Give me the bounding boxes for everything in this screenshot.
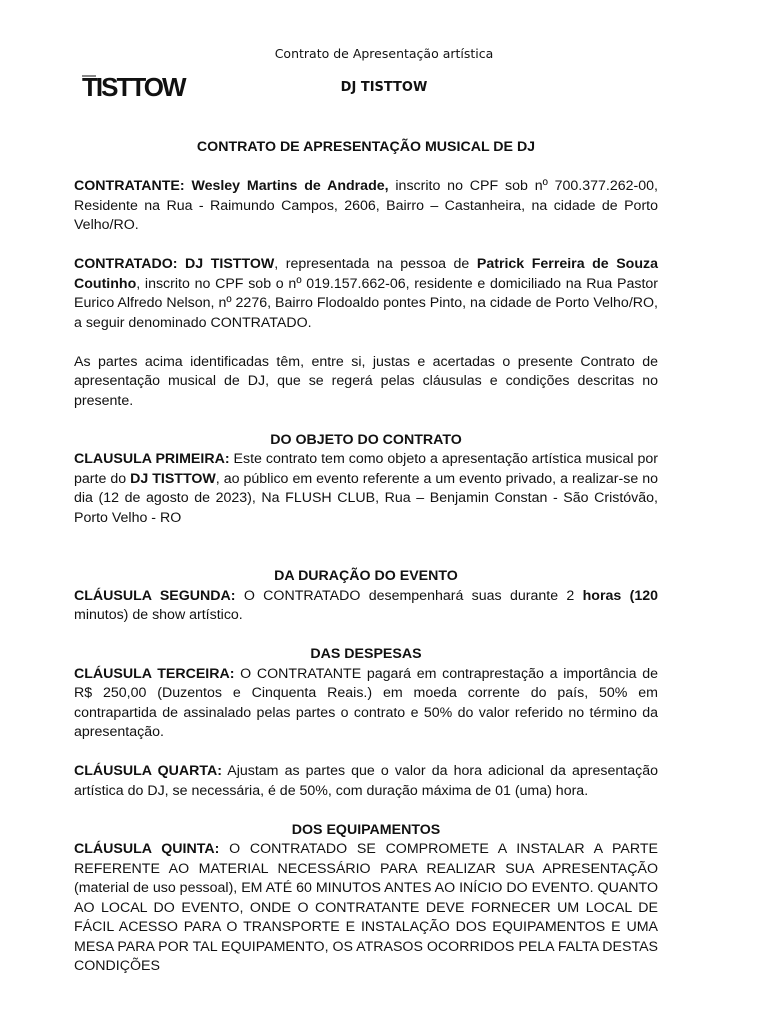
contratante-name: Wesley Martins de Andrade,: [191, 178, 389, 194]
clausula-quarta-text: Ajustam as partes que o valor da hora adicional da apresentação artística do DJ, se necessária, é de 50%, com duração máxima de 01 (uma) hora.: [74, 763, 658, 799]
clausula-segunda-text2: minutos) de show artístico.: [74, 607, 243, 623]
clausula-segunda-bold: horas (120: [582, 587, 658, 604]
clausula-primeira-text1: Este contrato tem como objeto a apresentação artística musical por parte do: [74, 451, 659, 487]
contratante-label: CONTRATANTE:: [74, 178, 185, 194]
clausula-terceira: [74, 665, 658, 743]
svg-text:TISTTOW: TISTTOW: [82, 72, 185, 102]
section-duracao-heading: DA DURAÇÃO DO EVENTO: [274, 568, 458, 584]
contratado-name: Patrick Ferreira de Souza Coutinho: [74, 256, 659, 292]
section-objeto-heading: DO OBJETO DO CONTRATO: [270, 431, 462, 448]
clausula-primeira-dj: DJ TISTTOW: [130, 470, 216, 487]
clausula-quinta-label: CLÁUSULA QUINTA:: [74, 841, 220, 857]
clausula-primeira-label: CLAUSULA PRIMEIRA:: [74, 451, 230, 467]
clausula-segunda-label: CLÁUSULA SEGUNDA:: [74, 587, 236, 604]
header-title: Contrato de Apresentação artística: [274, 46, 494, 61]
contract-title: CONTRATO DE APRESENTAÇÃO MUSICAL DE DJ: [196, 139, 536, 155]
contratado-label: CONTRATADO: DJ TISTTOW: [74, 256, 275, 272]
contratante-text: inscrito no CPF sob nº 700.377.262-00, Residente na Rua - Raimundo Campos, 2606, Bairro – Castanheira, na cidade de Porto Velho/RO.: [74, 178, 658, 233]
clausula-quinta-text: O CONTRATADO SE COMPROMETE A INSTALAR A PARTE REFERENTE AO MATERIAL NECESSÁRIO PARA REALIZAR SUA APRESENTAÇÃO (material de uso pessoal), EM ATÉ 60 MINUTOS ANTES AO INÍCIO DO EVENTO. QUANTO AO LOCAL DO EVENTO, ONDE O CONTRATANTE DEVE FORNECER UM LOCAL DE FÁCIL ACESSO PARA O TRANSPORTE E INSTALAÇÃO DOS EQUIPAMENTOS E UMA MESA PARA POR TAL EQUIPAMENTO, OS ATRASOS OCORRIDOS PELA FALTA DESTAS CONDIÇÕES: [74, 841, 659, 974]
section-despesas-heading: DAS DESPESAS: [310, 646, 422, 662]
clausula-terceira-label: CLÁUSULA TERCEIRA:: [74, 665, 235, 682]
clausula-quarta-label: CLÁUSULA QUARTA:: [74, 763, 222, 779]
clausula-quarta: [74, 762, 658, 801]
dj-title: DJ TISTTOW: [340, 80, 428, 95]
clausula-segunda: [74, 587, 658, 626]
section-equipamentos-heading: DOS EQUIPAMENTOS: [291, 821, 441, 838]
clausula-primeira: [74, 450, 658, 528]
contract-body: [74, 138, 658, 977]
contratante-paragraph: [74, 177, 658, 236]
clausula-terceira-text: O CONTRATANTE pagará em contraprestação a importância de R$ 250,00 (Duzentos e Cinquenta Reais.) em moeda corrente do país, 50% em contrapartida de assinalado pelas partes o contrato e 50% do valor referido no término da apresentação.: [74, 665, 659, 740]
contratado-text2: , inscrito no CPF sob o nº 019.157.662-06, residente e domiciliado na Rua Pastor Eurico Alfredo Nelson, nº 2276, Bairro Flodoaldo pontes Pinto, na cidade de Porto Velho/RO, a seguir denominado CONTRATADO.: [74, 275, 658, 331]
contratado-paragraph: [74, 255, 658, 333]
contratado-text1: , representada na pessoa de: [274, 256, 477, 272]
clausula-segunda-text1: O CONTRATADO desempenhará suas durante 2: [235, 587, 583, 604]
clausula-quinta: [74, 840, 658, 977]
intro-paragraph: As partes acima identificadas têm, entre si, justas e acertadas o presente Contrato de apresentação musical de DJ, que se regerá pelas cláusulas e condições descritas no presente.: [74, 353, 658, 409]
clausula-primeira-text2: , ao público em evento referente a um evento privado, a realizar-se no dia (12 de agosto de 2023), Na FLUSH CLUB, Rua – Benjamin Constan - São Cristóvão, Porto Velho - RO: [74, 470, 658, 526]
